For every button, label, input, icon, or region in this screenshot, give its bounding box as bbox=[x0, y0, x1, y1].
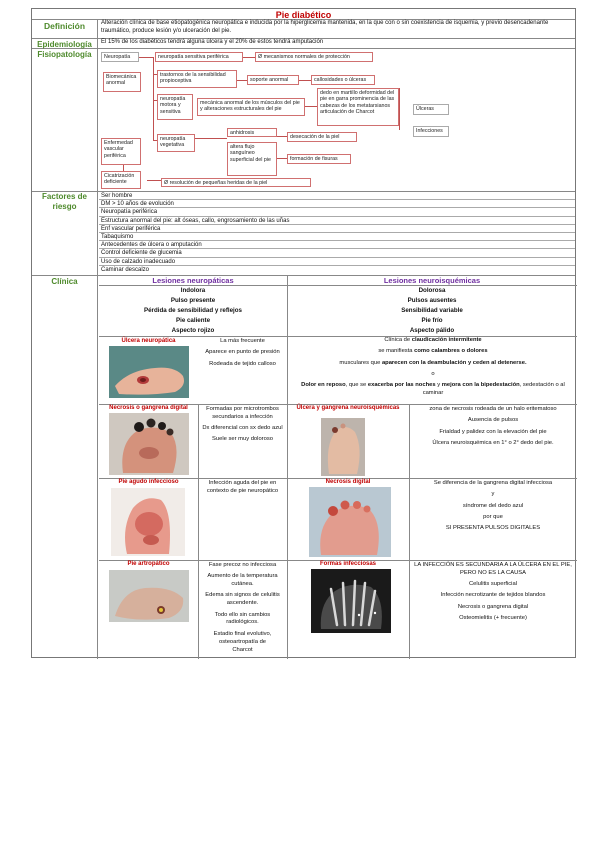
anhidrosis-node: anhidrosis bbox=[227, 128, 277, 137]
infecciones-node: Infecciones bbox=[413, 126, 449, 137]
pie-artropatico-title: Pie artropático bbox=[127, 561, 170, 567]
desc-line: Estadio final evolutivo, osteoartropatía de bbox=[213, 630, 272, 645]
desc-line: Todo ello sin cambios radiológicos. bbox=[214, 611, 271, 626]
formas-infecciosas-title: Formas infecciosas bbox=[319, 561, 377, 567]
biomecanica-node: Biomecánica anormal bbox=[103, 72, 141, 92]
risk-item: DM > 10 años de evolución bbox=[99, 200, 575, 208]
claud-l3-mid: , que se bbox=[345, 382, 367, 389]
claud-o: o bbox=[431, 370, 435, 377]
pie-artropatico-desc bbox=[198, 562, 287, 659]
claud-l3-b1: Dolor en reposo bbox=[301, 382, 346, 389]
desc-line: Necrosis o gangrena digital bbox=[457, 603, 529, 610]
pie-agudo-title: Pie agudo infeccioso bbox=[118, 479, 179, 485]
isq-header: Lesiones neuroisquémicas bbox=[383, 276, 481, 285]
altera-node: altera flujo sanguíneo superficial del pie bbox=[227, 142, 277, 176]
neuro-header: Lesiones neuropáticas bbox=[152, 276, 234, 285]
row-divider bbox=[99, 285, 577, 286]
claud-l3-y: y bbox=[437, 382, 441, 389]
flow-line bbox=[243, 57, 255, 58]
risk-item: Control deficiente de glucemia bbox=[99, 249, 575, 257]
desc-line: Fase precoz no infecciosa bbox=[208, 562, 277, 568]
necrosis-digital-photo bbox=[309, 487, 391, 557]
ulcera-gangrena-isq-title: Úlcera y gangrena neuroisquémicas bbox=[296, 405, 400, 411]
ulcera-gangrena-isq-photo bbox=[321, 418, 365, 476]
clinica-row bbox=[32, 276, 575, 659]
desc-line: Ausencia de pulsos bbox=[467, 417, 519, 424]
desecacion-node: desecación de la piel bbox=[287, 132, 357, 142]
claud-l3-b3: mejora con la bipedestación bbox=[441, 382, 520, 389]
title-row bbox=[32, 9, 575, 20]
flow-line bbox=[195, 138, 227, 139]
isq-prop: Sensibilidad variable bbox=[401, 307, 463, 314]
neuropatia-node: Neuropatía bbox=[101, 52, 139, 62]
claud-l2-pre: musculares que bbox=[339, 359, 381, 366]
flow-line bbox=[299, 80, 311, 81]
flow-line bbox=[147, 180, 161, 181]
desc-line: Charcot bbox=[232, 647, 253, 654]
trastornos-node: trastornos de la sensibilidad propioceptiva bbox=[157, 70, 237, 88]
fisiopatologia-label: Fisiopatología bbox=[32, 49, 98, 191]
claud-l2-bold: aparecen con la deambulación y ceden al detenerse. bbox=[381, 359, 527, 366]
cicatrizacion-node: Cicatrización deficiente bbox=[101, 171, 141, 189]
formas-infecciosas-desc bbox=[409, 562, 577, 626]
flow-line bbox=[305, 106, 317, 107]
mecanica-node: mecánica anormal de los músculos del pie y alteraciones estructurales del pie bbox=[197, 98, 305, 116]
desc-line: Aparece en punto de presión bbox=[205, 349, 280, 356]
desc-line: síndrome del dedo azul bbox=[462, 502, 524, 509]
desc-line: Osteomielitis (+ frecuente) bbox=[459, 615, 527, 622]
foot-icon bbox=[109, 413, 189, 475]
desc-line: Formadas por microtrombos secundarios a infección bbox=[206, 406, 279, 420]
necrosis-gangrena-photo bbox=[109, 413, 189, 475]
risk-item: Estructura anormal del pie: alt óseas, callo, engrosamiento de las uñas bbox=[99, 217, 575, 225]
ulcera-neuropatica-desc bbox=[198, 337, 287, 372]
desc-line: SI PRESENTA PULSOS DIGITALES bbox=[445, 525, 541, 532]
enfermedad-node: Enfermedad vascular periférica bbox=[101, 138, 141, 165]
ulceras-node: Úlceras bbox=[413, 104, 449, 115]
ulcera-neuropatica-title: Úlcera neuropática bbox=[121, 338, 176, 344]
desc-line: Dx diferencial con sx dedo azul bbox=[202, 425, 283, 432]
formas-infecciosas-xray bbox=[311, 569, 391, 633]
pie-diabetico-sheet bbox=[31, 8, 576, 658]
flow-line bbox=[277, 136, 287, 137]
clinica-content bbox=[99, 276, 575, 659]
flow-line bbox=[138, 57, 154, 58]
desc-line: Infección aguda del pie en contexto de pie neuropático bbox=[206, 480, 279, 494]
necrosis-digital-desc bbox=[409, 480, 577, 537]
neuro-prop: Pie caliente bbox=[175, 317, 211, 324]
page-title: Pie diabético bbox=[275, 10, 332, 20]
fisiopatologia-row bbox=[32, 49, 575, 192]
definicion-label: Definición bbox=[32, 20, 98, 38]
risk-item: Caminar descalzo bbox=[101, 266, 150, 273]
claud-l3-end: , sedestación o al caminar bbox=[422, 382, 565, 397]
isq-prop: Dolorosa bbox=[418, 287, 446, 294]
neuro-prop: Pulso presente bbox=[170, 297, 216, 304]
clinica-label: Clínica bbox=[32, 276, 98, 659]
flow-line bbox=[153, 57, 154, 141]
dedo-node: dedo en martillo deformidad del pie en garra prominencia de las cabezas de los metatarsianos articulación de Charcot bbox=[317, 88, 399, 126]
factores-row bbox=[32, 192, 575, 276]
risk-item: Antecedentes de úlcera o amputación bbox=[99, 241, 575, 249]
fisuras-node: formación de fisuras bbox=[287, 154, 351, 164]
desc-line: zona de necrosis rodeada de un halo eritematoso bbox=[429, 406, 557, 412]
foot-icon bbox=[109, 570, 189, 622]
desc-line: Infección necrotizante de tejidos blandos bbox=[440, 592, 546, 599]
claud-l1-pre: se manifiesta bbox=[378, 348, 413, 355]
desc-line: y bbox=[491, 491, 495, 498]
claudicacion-desc bbox=[291, 337, 575, 401]
desc-line: La más frecuente bbox=[220, 338, 265, 344]
motora-node: neuropatía motora y sensitiva bbox=[157, 94, 193, 120]
desc-line: Rodeada de tejido calloso bbox=[209, 360, 276, 367]
epidemiologia-row bbox=[32, 39, 575, 49]
neuro-prop: Aspecto rojizo bbox=[171, 327, 215, 334]
desc-line: LA INFECCIÓN ES SECUNDARIA A LA ÚLCERA EN EL PIE, PERO NO ES LA CAUSA bbox=[414, 562, 572, 576]
foot-icon bbox=[109, 346, 189, 398]
vegetativa-node: neuropatía vegetativa bbox=[157, 134, 195, 152]
pie-agudo-desc bbox=[198, 480, 287, 499]
claud-title-pre: Clínica de bbox=[384, 337, 411, 343]
foot-icon bbox=[309, 487, 391, 557]
flow-line bbox=[277, 158, 287, 159]
risk-item: Tabaquismo bbox=[99, 233, 575, 241]
fisiopatologia-diagram bbox=[99, 50, 452, 191]
factores-list bbox=[99, 192, 575, 275]
necrosis-gangrena-title: Necrosis o gangrena digital bbox=[109, 405, 188, 411]
mecanismos-node: Ø mecanismos normales de protección bbox=[255, 52, 373, 62]
soporte-node: soporte anormal bbox=[247, 75, 299, 85]
factores-label: Factores de riesgo bbox=[32, 192, 98, 275]
callosidades-node: callosidades o úlceras bbox=[311, 75, 375, 85]
neuro-prop: Indolora bbox=[180, 287, 206, 294]
desc-line: por que bbox=[483, 513, 503, 520]
epidemiologia-text: El 15% de los diabéticos tendrá alguna úlcera y el 20% de estos tendrá amputación bbox=[101, 39, 324, 45]
ulcera-neuropatica-photo bbox=[109, 346, 189, 398]
isq-prop: Aspecto pálido bbox=[409, 327, 455, 334]
isq-prop: Pie frío bbox=[421, 317, 443, 324]
desc-line: Suele ser muy doloroso bbox=[212, 436, 273, 443]
risk-item: Uso de calzado inadecuado bbox=[99, 258, 575, 266]
desc-line: Se diferencia de la gangrena digital infecciosa bbox=[433, 480, 553, 486]
foot-icon bbox=[321, 418, 365, 476]
claud-l1-bold: como calambres o dolores bbox=[414, 348, 488, 355]
risk-item: Neuropatía periférica bbox=[99, 208, 575, 216]
sensitiva-node: neuropatía sensitiva periférica bbox=[155, 52, 243, 62]
definicion-row bbox=[32, 20, 575, 39]
ulcera-gangrena-isq-desc bbox=[409, 406, 577, 451]
desc-line: Úlcera neuroisquémica en 1° o 2° dedo del pie. bbox=[432, 439, 554, 446]
foot-icon bbox=[111, 488, 185, 556]
xray-icon bbox=[311, 569, 391, 633]
flow-line bbox=[399, 88, 400, 130]
necrosis-digital-title: Necrosis digital bbox=[325, 479, 371, 485]
claud-title-bold: claudicación intermitente bbox=[411, 337, 482, 343]
resolucion-node: Ø resolución de pequeñas heridas de la piel bbox=[161, 178, 311, 187]
desc-line: Celulitis superficial bbox=[468, 581, 517, 588]
pie-artropatico-photo bbox=[109, 570, 189, 622]
claud-l3-b2: exacerba por las noches bbox=[367, 382, 436, 389]
desc-line: Edema sin signos de celulitis ascendente. bbox=[205, 592, 280, 607]
isq-prop: Pulsos ausentes bbox=[407, 297, 457, 304]
risk-item: Enf vascular periférica bbox=[99, 225, 575, 233]
desc-line: Aumento de la temperatura cutánea. bbox=[207, 573, 278, 588]
desc-line: Frialdad y palidez con la elevación del pie bbox=[439, 428, 547, 435]
necrosis-gangrena-desc bbox=[198, 406, 287, 448]
pie-agudo-photo bbox=[111, 488, 185, 556]
risk-item: Ser hombre bbox=[99, 192, 575, 200]
epidemiologia-label: Epidemiología bbox=[32, 39, 98, 48]
definicion-text: Alteración clínica de base etiopatogénica neuropática e inducida por la hiperglicemia mantenida, en la que con o sin coexistencia de isquemia, y previo desencadenante traumático, produce lesión y/o ulceración del pie. bbox=[101, 20, 549, 34]
neuro-prop: Pérdida de sensibilidad y reflejos bbox=[143, 307, 242, 314]
